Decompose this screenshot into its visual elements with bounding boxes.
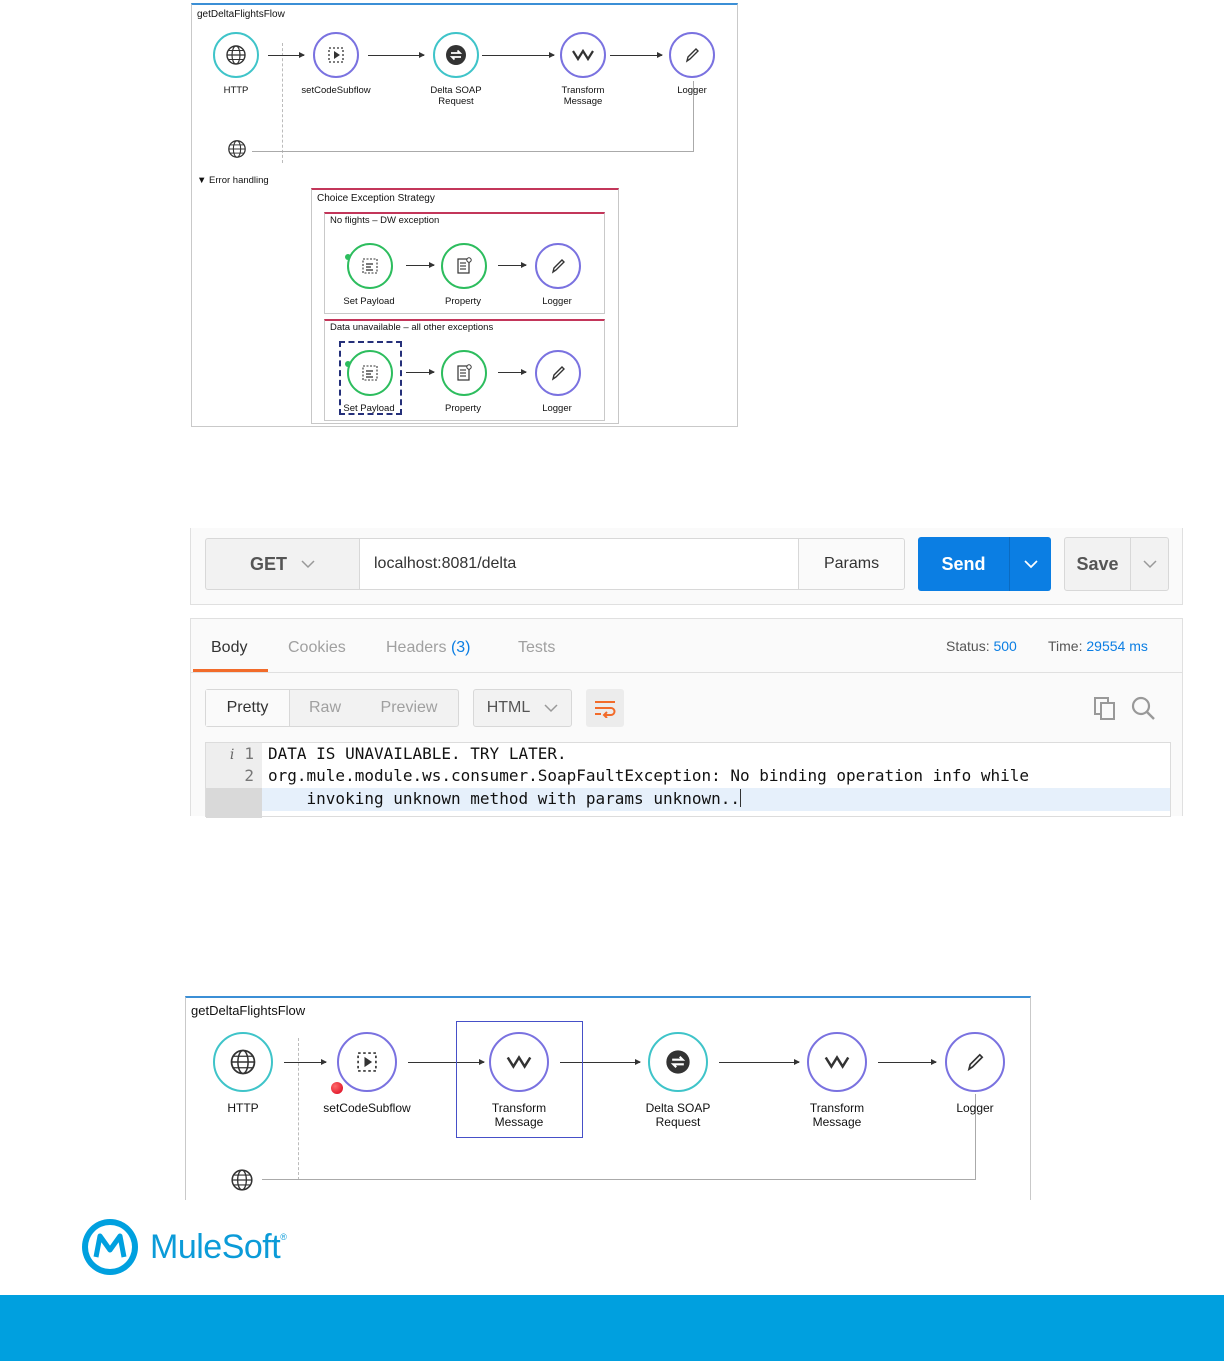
flow-arrow: [268, 55, 304, 56]
active-tab-indicator: [193, 669, 268, 672]
time-value: 29554 ms: [1086, 638, 1148, 654]
time-label: Time:: [1048, 638, 1083, 654]
node-label: Delta SOAP Request: [645, 1101, 711, 1129]
copy-icon[interactable]: [1092, 695, 1118, 721]
error-handling-label: Error handling: [209, 175, 269, 186]
route-title: Data unavailable – all other exceptions: [330, 322, 494, 333]
node-label: Property: [445, 296, 481, 307]
response-body-editor[interactable]: [205, 742, 1171, 817]
time-readout: [1048, 638, 1148, 654]
flow-ref-icon: [337, 1032, 397, 1092]
line-number: 2: [244, 766, 254, 785]
method-label: GET: [249, 553, 287, 574]
node-label: Logger: [542, 296, 572, 307]
chevron-down-icon: [1143, 560, 1157, 569]
trademark-mark: ®: [280, 1232, 287, 1242]
send-button[interactable]: [918, 537, 1051, 591]
flow-ref-icon: [313, 32, 359, 78]
node-label: setCodeSubflow: [323, 1101, 411, 1115]
format-raw[interactable]: Raw: [308, 699, 341, 716]
node-label: Set Payload: [343, 403, 395, 414]
return-line-horizontal: [252, 151, 694, 152]
node-label: Logger: [677, 85, 707, 96]
save-dropdown[interactable]: [1130, 538, 1169, 590]
tab-headers[interactable]: [386, 639, 471, 657]
flow-arrow: [406, 265, 434, 266]
send-dropdown[interactable]: [1009, 537, 1051, 591]
pencil-icon: [535, 350, 581, 396]
globe-icon: [213, 1032, 273, 1092]
set-payload-icon: [347, 243, 393, 289]
code-line: DATA IS UNAVAILABLE. TRY LATER.: [268, 744, 567, 763]
flow-title: getDeltaFlightsFlow: [197, 9, 285, 20]
language-label: HTML: [486, 699, 531, 716]
node-label: Property: [445, 403, 481, 414]
triangle-down-icon: ▼: [197, 175, 207, 186]
params-button[interactable]: Params: [798, 538, 905, 590]
flow-title: getDeltaFlightsFlow: [191, 1003, 306, 1018]
flow-arrow: [498, 265, 526, 266]
mulesoft-logo-icon: [80, 1217, 140, 1277]
transform-icon: [489, 1032, 549, 1092]
line-number: i 1: [229, 744, 254, 763]
globe-icon: [227, 139, 247, 164]
choice-exception-strategy: [311, 188, 619, 424]
flow-diagram-bottom: [185, 996, 1031, 1200]
format-pretty[interactable]: Pretty: [206, 690, 290, 726]
text-cursor: [740, 789, 741, 807]
exception-route: [324, 319, 605, 421]
send-label[interactable]: Send: [941, 553, 986, 574]
wrap-lines-button[interactable]: [586, 689, 624, 727]
search-icon[interactable]: [1130, 695, 1156, 721]
web-service-consumer-icon: [433, 32, 479, 78]
globe-icon: [230, 1168, 254, 1197]
pencil-icon: [669, 32, 715, 78]
set-payload-icon: [347, 350, 393, 396]
pencil-icon: [535, 243, 581, 289]
wrap-icon: [593, 698, 617, 718]
web-service-consumer-icon: [648, 1032, 708, 1092]
node-label: setCodeSubflow: [301, 85, 371, 96]
flow-arrow: [719, 1062, 799, 1063]
flow-arrow: [498, 372, 526, 373]
chevron-down-icon: [301, 560, 315, 569]
source-separator: [282, 43, 283, 163]
chevron-down-icon: [544, 704, 558, 713]
tab-cookies[interactable]: Cookies: [288, 639, 346, 656]
status-readout: [946, 638, 1017, 654]
flow-arrow: [610, 55, 662, 56]
postman-panel: [190, 528, 1183, 816]
url-input[interactable]: localhost:8081/delta: [359, 538, 799, 590]
flow-arrow: [368, 55, 424, 56]
transform-icon: [807, 1032, 867, 1092]
strategy-title: Choice Exception Strategy: [317, 193, 435, 204]
status-label: Status:: [946, 638, 990, 654]
globe-icon: [213, 32, 259, 78]
response-panel: [190, 618, 1183, 816]
node-label: Transform Message: [561, 85, 605, 107]
property-icon: [441, 350, 487, 396]
save-label[interactable]: Save: [1076, 553, 1119, 574]
code-line: org.mule.module.ws.consumer.SoapFaultException: No binding operation info while: [268, 766, 1029, 785]
status-value: 500: [993, 638, 1017, 654]
node-label: Logger: [956, 1101, 994, 1115]
error-handling-toggle[interactable]: [197, 175, 269, 186]
flow-arrow: [406, 372, 434, 373]
save-button[interactable]: [1064, 537, 1169, 591]
flow-arrow: [482, 55, 554, 56]
format-preview[interactable]: Preview: [380, 699, 438, 716]
footer-bar: [0, 1295, 1224, 1361]
flow-diagram-top: [191, 3, 738, 427]
chevron-down-icon: [1024, 560, 1038, 569]
tab-headers-label: Headers: [386, 639, 447, 656]
node-label: Transform Message: [809, 1101, 865, 1129]
return-line-horizontal: [262, 1179, 976, 1180]
node-label: Logger: [542, 403, 572, 414]
headers-count-badge: (3): [450, 639, 471, 656]
node-label: HTTP: [223, 85, 249, 96]
route-title: No flights – DW exception: [330, 215, 440, 226]
flow-arrow: [878, 1062, 936, 1063]
exception-route: [324, 212, 605, 314]
pencil-icon: [945, 1032, 1005, 1092]
brand-name: MuleSoft®: [150, 1228, 287, 1266]
node-label: HTTP: [227, 1101, 259, 1115]
tab-body[interactable]: Body: [211, 639, 248, 656]
request-bar: [190, 528, 1183, 605]
node-label: Set Payload: [343, 296, 395, 307]
code-line-wrapped: invoking unknown method with params unknown..: [268, 789, 741, 808]
node-label: Delta SOAP Request: [430, 85, 482, 107]
info-icon: i: [229, 747, 235, 763]
breakpoint-icon[interactable]: [331, 1082, 343, 1094]
gutter-highlight: [206, 788, 262, 818]
method-select[interactable]: [205, 538, 359, 590]
format-toggle: [205, 689, 459, 727]
transform-icon: [560, 32, 606, 78]
property-icon: [441, 243, 487, 289]
tab-tests[interactable]: Tests: [518, 639, 556, 656]
language-select[interactable]: [473, 689, 572, 727]
node-label: Transform Message: [491, 1101, 547, 1129]
flow-arrow: [284, 1062, 326, 1063]
response-tabs: [191, 619, 1182, 673]
